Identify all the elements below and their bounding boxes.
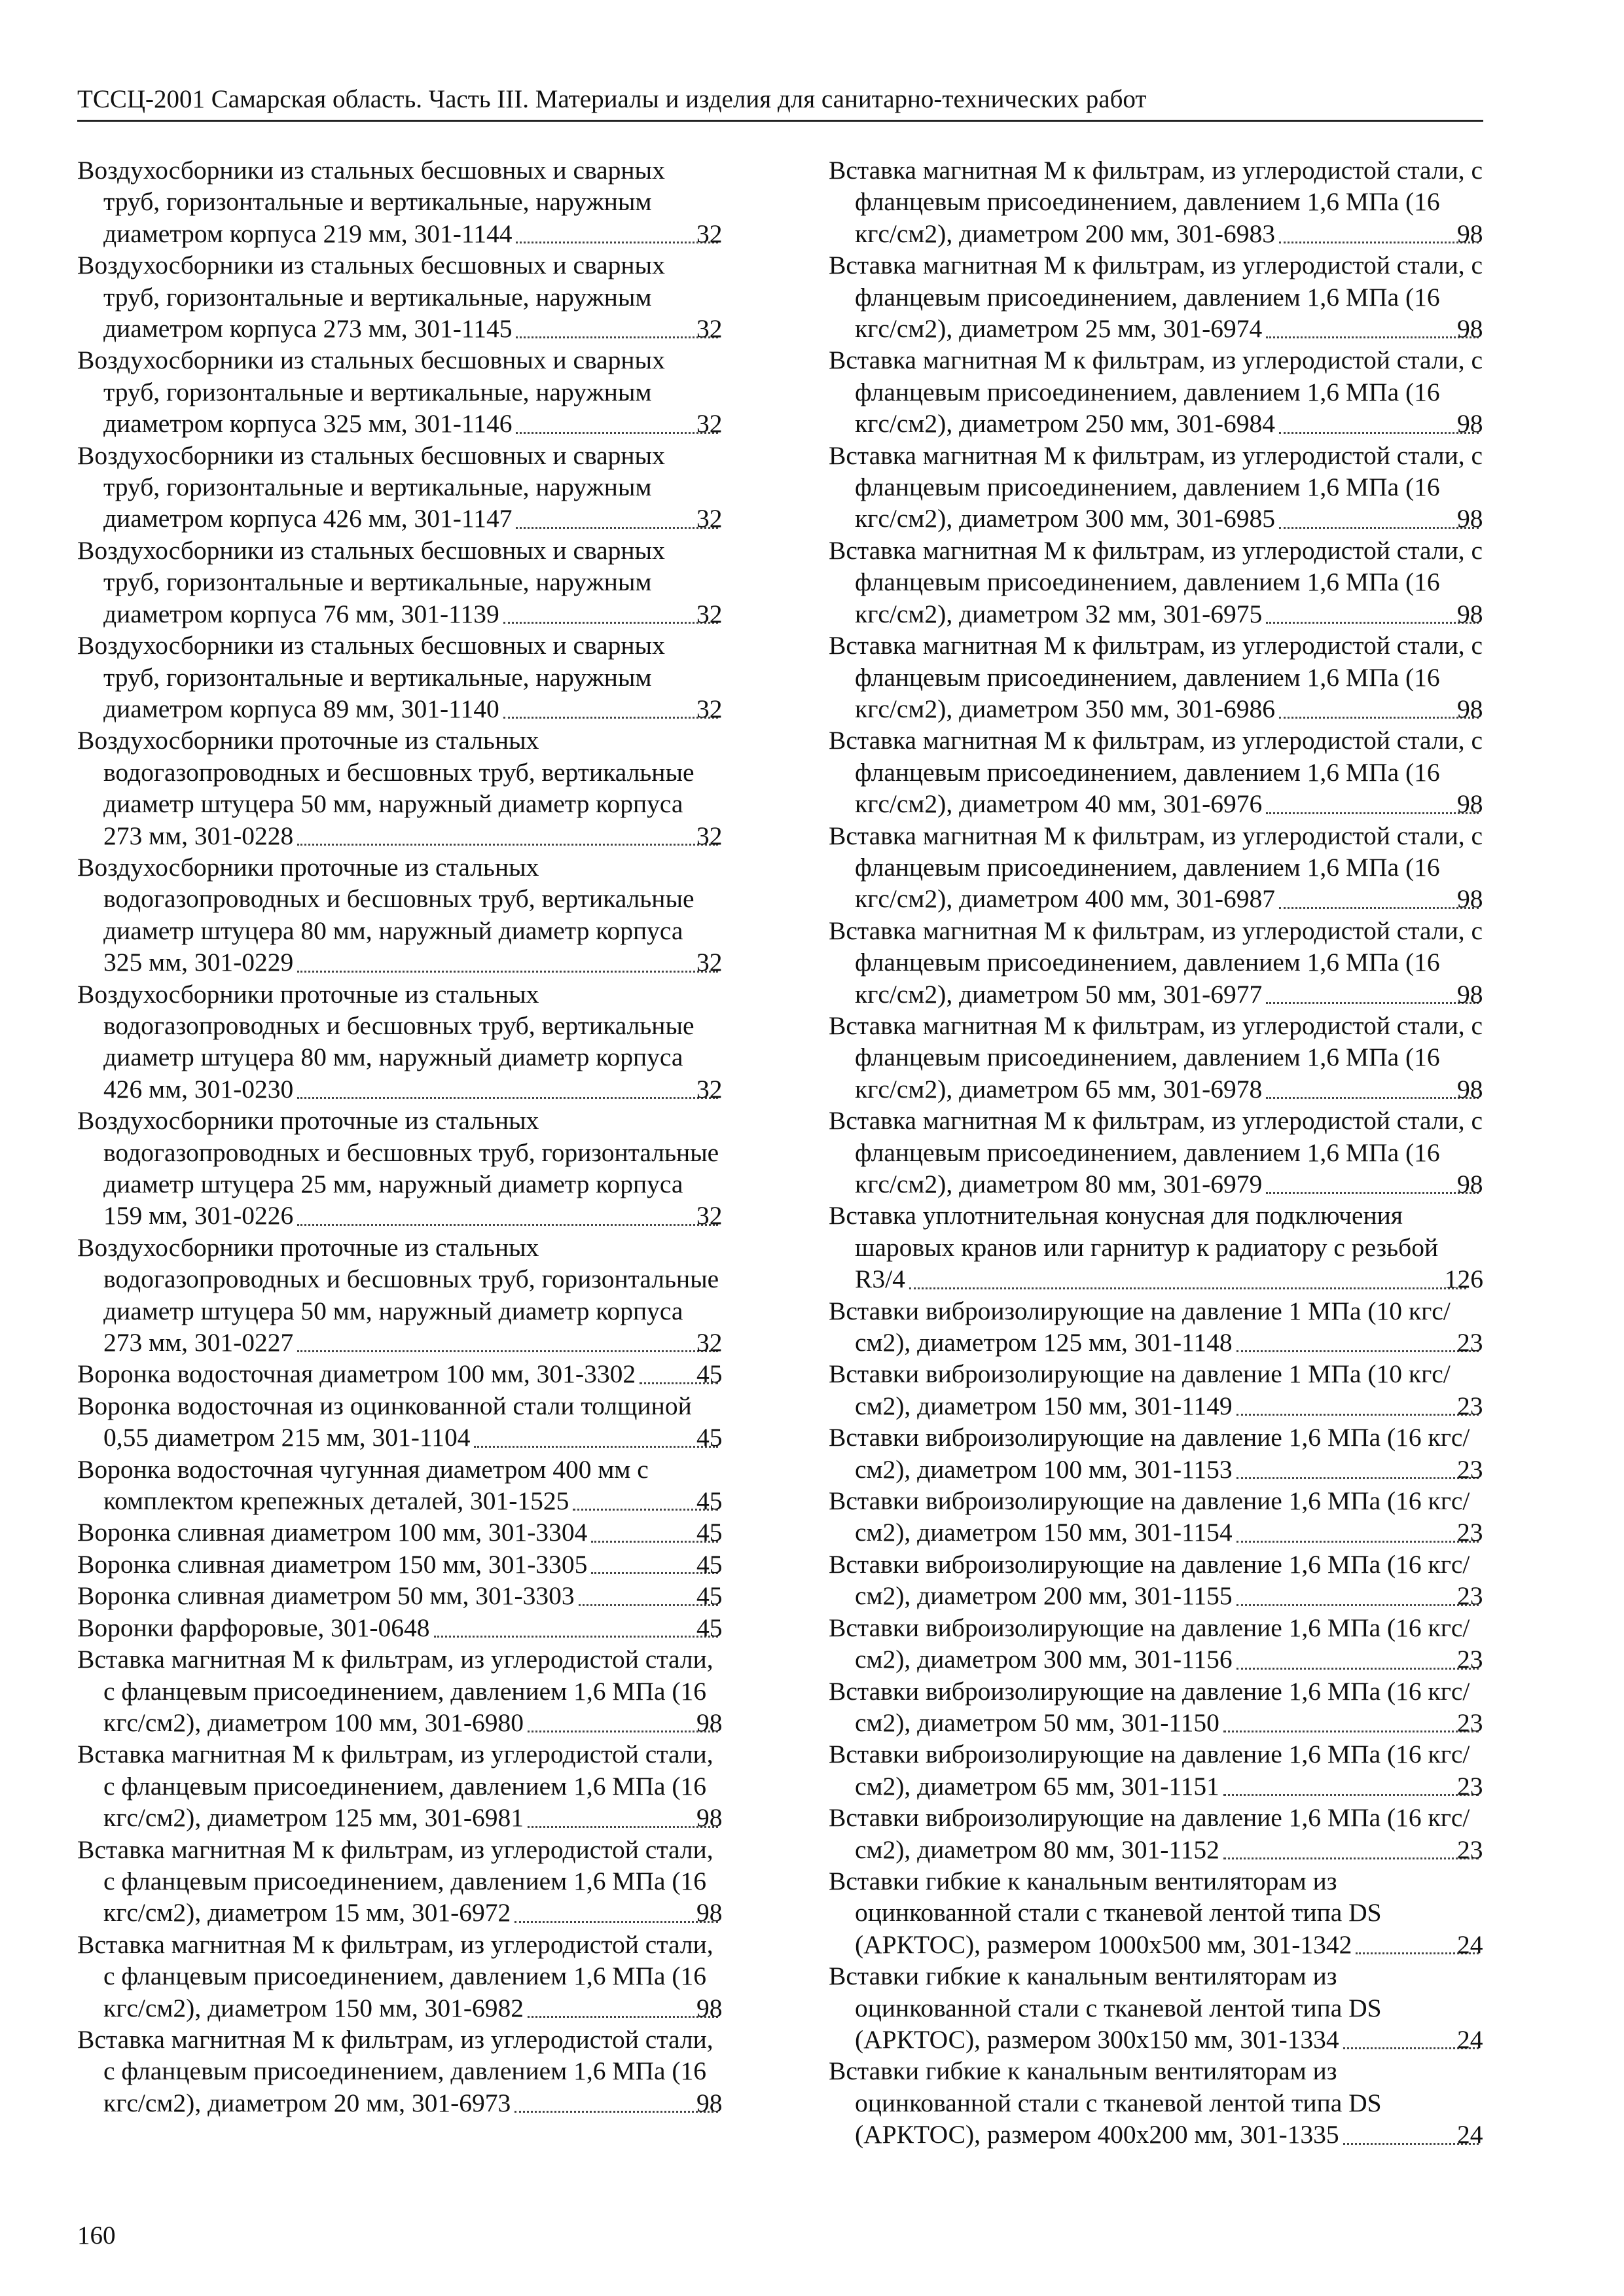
index-entry bbox=[829, 915, 1483, 1010]
dot-leader bbox=[1236, 1596, 1479, 1606]
index-entry bbox=[77, 1929, 723, 2024]
index-entry-page: 23 bbox=[1481, 1516, 1483, 1548]
index-entry-page: 23 bbox=[1481, 1454, 1483, 1485]
index-entry-text: Вставка уплотнительная конусная для подключения шаровых кранов или гарнитур к радиатору с резьбой R3/4 bbox=[829, 1201, 1439, 1294]
index-entry-page: 98 bbox=[721, 1802, 723, 1833]
index-entry-text: Вставки гибкие к канальным вентиляторам из оцинкованной стали с тканевой лентой типа DS (АРКТОС), размером 300х150 мм, 301-1334 bbox=[829, 1962, 1382, 2054]
index-entry bbox=[829, 249, 1483, 344]
dot-leader bbox=[1223, 1786, 1479, 1796]
index-entry-page: 98 bbox=[721, 1897, 723, 1928]
index-entry-page: 32 bbox=[721, 408, 723, 439]
index-entry-text: Вставка магнитная М к фильтрам, из углеродистой стали, с фланцевым присоединением, давлением 1,6 МПа (16 кгс/см2), диаметром 350 мм, 301-6986 bbox=[829, 631, 1483, 723]
index-entry-page: 45 bbox=[721, 1549, 723, 1580]
index-entry-page: 45 bbox=[721, 1422, 723, 1453]
index-entry-page: 23 bbox=[1481, 1707, 1483, 1738]
index-entry-page: 23 bbox=[1481, 1643, 1483, 1675]
index-entry bbox=[829, 1105, 1483, 1200]
index-entry-page: 98 bbox=[721, 1992, 723, 2024]
index-entry-page: 98 bbox=[721, 1707, 723, 1738]
index-entry-text: Воздухосборники проточные из стальных водогазопроводных и бесшовных труб, вертикальные диаметр штуцера 50 мм, наружный диаметр корпуса 273 мм, 301-0228 bbox=[77, 726, 695, 850]
index-entry bbox=[829, 1960, 1483, 2055]
dot-leader bbox=[297, 1216, 718, 1226]
dot-leader bbox=[1279, 424, 1479, 434]
index-entry-text: Воронка водосточная из оцинкованной стали толщиной 0,55 диаметром 215 мм, 301-1104 bbox=[77, 1391, 692, 1452]
dot-leader bbox=[1279, 519, 1479, 529]
index-entry-text: Вставка магнитная М к фильтрам, из углеродистой стали, с фланцевым присоединением, давлением 1,6 МПа (16 кгс/см2), диаметром 32 мм, 301-6975 bbox=[829, 535, 1483, 628]
dot-leader bbox=[1223, 1850, 1479, 1859]
dot-leader bbox=[1279, 709, 1479, 719]
dot-leader bbox=[297, 1089, 718, 1099]
dot-leader bbox=[1266, 994, 1479, 1004]
index-entry-text: Вставки виброизолирующие на давление 1,6 МПа (16 кгс/см2), диаметром 50 мм, 301-1150 bbox=[829, 1676, 1470, 1737]
index-entry bbox=[77, 725, 723, 852]
index-entry-text: Вставки гибкие к канальным вентиляторам из оцинкованной стали с тканевой лентой типа DS (АРКТОС), размером 400х200 мм, 301-1335 bbox=[829, 2056, 1382, 2149]
dot-leader bbox=[434, 1628, 718, 1638]
index-entry-page: 24 bbox=[1481, 2119, 1483, 2150]
dot-leader bbox=[503, 709, 718, 719]
index-entry-text: Вставка магнитная М к фильтрам, из углеродистой стали, с фланцевым присоединением, давлением 1,6 МПа (16 кгс/см2), диаметром 65 мм, 301-6978 bbox=[829, 1011, 1483, 1103]
index-entry-text: Воздухосборники из стальных бесшовных и сварных труб, горизонтальные и вертикальные, наружным диаметром корпуса 76 мм, 301-1139 bbox=[77, 535, 665, 628]
index-entry-text: Воздухосборники проточные из стальных водогазопроводных и бесшовных труб, вертикальные диаметр штуцера 80 мм, наружный диаметр корпуса 426 мм, 301-0230 bbox=[77, 979, 695, 1103]
dot-leader bbox=[1266, 804, 1479, 814]
index-entry-page: 32 bbox=[721, 598, 723, 630]
index-entry bbox=[77, 440, 723, 535]
index-entry-text: Вставки виброизолирующие на давление 1,6 МПа (16 кгс/см2), диаметром 100 мм, 301-1153 bbox=[829, 1423, 1470, 1484]
index-entry bbox=[829, 1358, 1483, 1422]
index-entry-page: 98 bbox=[1481, 598, 1483, 630]
dot-leader bbox=[1266, 1184, 1479, 1194]
index-entry-page: 98 bbox=[721, 2087, 723, 2119]
index-entry bbox=[77, 1358, 723, 1390]
index-entry-page: 23 bbox=[1481, 1770, 1483, 1802]
index-entry-page: 98 bbox=[1481, 693, 1483, 725]
index-entry bbox=[77, 249, 723, 344]
dot-leader bbox=[297, 836, 718, 846]
index-entry-text: Воронка сливная диаметром 50 мм, 301-3303 bbox=[77, 1581, 575, 1611]
index-entry bbox=[77, 1232, 723, 1359]
index-entry-text: Вставка магнитная М к фильтрам, из углеродистой стали, с фланцевым присоединением, давлением 1,6 МПа (16 кгс/см2), диаметром 50 мм, 301-6977 bbox=[829, 916, 1483, 1009]
index-entry-page: 98 bbox=[1481, 218, 1483, 249]
index-entry-text: Вставка магнитная М к фильтрам, из углеродистой стали, с фланцевым присоединением, давлением 1,6 МПа (16 кгс/см2), диаметром 80 мм, 301-6979 bbox=[829, 1106, 1483, 1198]
index-entry-page: 45 bbox=[721, 1612, 723, 1643]
dot-leader bbox=[516, 329, 718, 338]
index-entry bbox=[829, 1676, 1483, 1739]
index-entry-text: Вставки виброизолирующие на давление 1,6 МПа (16 кгс/см2), диаметром 65 мм, 301-1151 bbox=[829, 1740, 1470, 1801]
index-entry-text: Вставки виброизолирующие на давление 1,6 МПа (16 кгс/см2), диаметром 80 мм, 301-1152 bbox=[829, 1803, 1470, 1864]
index-entry-text: Воздухосборники из стальных бесшовных и сварных труб, горизонтальные и вертикальные, наружным диаметром корпуса 89 мм, 301-1140 bbox=[77, 631, 665, 723]
dot-leader bbox=[528, 1818, 718, 1828]
index-entry-page: 23 bbox=[1481, 1580, 1483, 1611]
index-entry-text: Вставка магнитная М к фильтрам, из углеродистой стали, с фланцевым присоединением, давлением 1,6 МПа (16 кгс/см2), диаметром 15 мм, 301-6972 bbox=[77, 1835, 713, 1928]
index-entry bbox=[77, 1454, 723, 1517]
index-entry-text: Воздухосборники проточные из стальных водогазопроводных и бесшовных труб, горизонтальные диаметр штуцера 25 мм, наружный диаметр корпуса 159 мм, 301-0226 bbox=[77, 1106, 719, 1230]
index-entry bbox=[77, 852, 723, 978]
index-entry-page: 32 bbox=[721, 503, 723, 534]
index-entry-text: Воздухосборники из стальных бесшовных и сварных труб, горизонтальные и вертикальные, наружным диаметром корпуса 325 мм, 301-1146 bbox=[77, 346, 665, 439]
index-entry bbox=[829, 1010, 1483, 1105]
index-entry bbox=[77, 1738, 723, 1833]
dot-leader bbox=[514, 1913, 718, 1923]
index-column-left bbox=[77, 154, 723, 2119]
index-entry-text: Вставки виброизолирующие на давление 1 МПа (10 кгс/см2), диаметром 125 мм, 301-1148 bbox=[829, 1296, 1451, 1357]
index-entry bbox=[77, 2024, 723, 2119]
dot-leader bbox=[909, 1280, 1466, 1289]
index-entry-text: Воронка водосточная диаметром 100 мм, 301-3302 bbox=[77, 1359, 636, 1389]
index-entry-page: 23 bbox=[1481, 1390, 1483, 1422]
index-entry bbox=[829, 1865, 1483, 1960]
index-entry-page: 32 bbox=[721, 946, 723, 978]
index-entry-page: 23 bbox=[1481, 1834, 1483, 1865]
dot-leader bbox=[1236, 1469, 1479, 1479]
index-entry bbox=[829, 1422, 1483, 1485]
index-entry bbox=[829, 1738, 1483, 1802]
running-header: ТССЦ-2001 Самарская область. Часть III. Материалы и изделия для санитарно-технических работ bbox=[77, 85, 1147, 113]
index-entry-text: Воздухосборники из стальных бесшовных и сварных труб, горизонтальные и вертикальные, наружным диаметром корпуса 273 мм, 301-1145 bbox=[77, 251, 665, 344]
dot-leader bbox=[1236, 1342, 1479, 1352]
dot-leader bbox=[1236, 1660, 1479, 1670]
index-entry bbox=[829, 1802, 1483, 1865]
dot-leader bbox=[1236, 1533, 1479, 1543]
index-entry bbox=[77, 630, 723, 725]
page-number: 160 bbox=[77, 2221, 116, 2250]
index-entry-text: Воздухосборники проточные из стальных водогазопроводных и бесшовных труб, горизонтальные диаметр штуцера 50 мм, наружный диаметр корпуса 273 мм, 301-0227 bbox=[77, 1232, 719, 1357]
index-entry-page: 24 bbox=[1481, 1929, 1483, 1960]
index-entry-page: 98 bbox=[1481, 1073, 1483, 1105]
index-entry-page: 45 bbox=[721, 1580, 723, 1611]
index-entry-text: Воронка сливная диаметром 100 мм, 301-3304 bbox=[77, 1518, 588, 1547]
index-entry-page: 98 bbox=[1481, 408, 1483, 439]
index-entry bbox=[829, 630, 1483, 725]
index-entry bbox=[77, 1580, 723, 1611]
index-entry-text: Воздухосборники проточные из стальных водогазопроводных и бесшовных труб, вертикальные диаметр штуцера 80 мм, наружный диаметр корпуса 325 мм, 301-0229 bbox=[77, 852, 695, 977]
index-entry bbox=[829, 820, 1483, 915]
index-entry bbox=[829, 2055, 1483, 2150]
index-entry-page: 98 bbox=[1481, 503, 1483, 534]
index-entry bbox=[829, 1549, 1483, 1612]
index-entry bbox=[77, 1612, 723, 1643]
index-entry-text: Вставка магнитная М к фильтрам, из углеродистой стали, с фланцевым присоединением, давлением 1,6 МПа (16 кгс/см2), диаметром 400 мм, 301-6987 bbox=[829, 821, 1483, 914]
dot-leader bbox=[297, 963, 718, 973]
dot-leader bbox=[1236, 1406, 1479, 1416]
index-entry-text: Вставка магнитная М к фильтрам, из углеродистой стали, с фланцевым присоединением, давлением 1,6 МПа (16 кгс/см2), диаметром 40 мм, 301-6976 bbox=[829, 726, 1483, 819]
index-entry-text: Воронка сливная диаметром 150 мм, 301-3305 bbox=[77, 1549, 588, 1579]
index-entry-page: 32 bbox=[721, 1073, 723, 1105]
index-entry-text: Воздухосборники из стальных бесшовных и сварных труб, горизонтальные и вертикальные, наружным диаметром корпуса 426 мм, 301-1147 bbox=[77, 440, 665, 533]
index-entry-page: 32 bbox=[721, 1200, 723, 1231]
index-entry bbox=[829, 1612, 1483, 1676]
index-entry-page: 32 bbox=[721, 313, 723, 344]
index-entry-text: Воздухосборники из стальных бесшовных и сварных труб, горизонтальные и вертикальные, наружным диаметром корпуса 219 мм, 301-1144 bbox=[77, 156, 665, 248]
index-entry-page: 98 bbox=[1481, 313, 1483, 344]
index-entry-text: Вставка магнитная М к фильтрам, из углеродистой стали, с фланцевым присоединением, давлением 1,6 МПа (16 кгс/см2), диаметром 100 мм, 301-6980 bbox=[77, 1645, 713, 1737]
dot-leader bbox=[528, 2008, 718, 2018]
index-entry-page: 32 bbox=[721, 820, 723, 852]
index-entry-page: 98 bbox=[1481, 978, 1483, 1010]
index-entry bbox=[829, 1200, 1483, 1295]
header-rule bbox=[77, 120, 1483, 122]
index-entry-text: Воронки фарфоровые, 301-0648 bbox=[77, 1613, 430, 1642]
index-entry-text: Вставка магнитная М к фильтрам, из углеродистой стали, с фланцевым присоединением, давлением 1,6 МПа (16 кгс/см2), диаметром 150 мм, 301-6982 bbox=[77, 1929, 713, 2022]
index-entry-page: 98 bbox=[1481, 883, 1483, 914]
dot-leader bbox=[516, 519, 718, 529]
index-entry-page: 23 bbox=[1481, 1327, 1483, 1358]
index-entry bbox=[829, 344, 1483, 439]
index-entry-text: Вставка магнитная М к фильтрам, из углеродистой стали, с фланцевым присоединением, давлением 1,6 МПа (16 кгс/см2), диаметром 200 мм, 301-6983 bbox=[829, 156, 1483, 248]
index-entry bbox=[829, 154, 1483, 249]
dot-leader bbox=[516, 424, 718, 434]
index-entry bbox=[77, 1643, 723, 1738]
dot-leader bbox=[1223, 1723, 1479, 1732]
index-entry-page: 126 bbox=[1469, 1263, 1483, 1295]
index-entry bbox=[77, 1105, 723, 1232]
index-entry bbox=[77, 535, 723, 630]
index-entry-page: 45 bbox=[721, 1516, 723, 1548]
index-entry-text: Вставка магнитная М к фильтрам, из углеродистой стали, с фланцевым присоединением, давлением 1,6 МПа (16 кгс/см2), диаметром 20 мм, 301-6973 bbox=[77, 2024, 713, 2117]
index-entry-text: Вставка магнитная М к фильтрам, из углеродистой стали, с фланцевым присоединением, давлением 1,6 МПа (16 кгс/см2), диаметром 125 мм, 301-6981 bbox=[77, 1740, 713, 1833]
index-entry-text: Вставки виброизолирующие на давление 1,6 МПа (16 кгс/см2), диаметром 200 мм, 301-1155 bbox=[829, 1549, 1470, 1611]
index-entry-text: Вставки гибкие к канальным вентиляторам из оцинкованной стали с тканевой лентой типа DS (АРКТОС), размером 1000х500 мм, 301-1342 bbox=[829, 1866, 1382, 1959]
index-entry-page: 32 bbox=[721, 693, 723, 725]
index-entry bbox=[77, 978, 723, 1105]
index-entry bbox=[77, 344, 723, 439]
index-entry bbox=[829, 535, 1483, 630]
index-entry-text: Вставки виброизолирующие на давление 1,6 МПа (16 кгс/см2), диаметром 150 мм, 301-1154 bbox=[829, 1486, 1470, 1547]
index-entry bbox=[829, 1485, 1483, 1549]
dot-leader bbox=[1279, 899, 1479, 909]
dot-leader bbox=[516, 234, 718, 243]
dot-leader bbox=[297, 1342, 718, 1352]
index-entry-text: Вставки виброизолирующие на давление 1,6 МПа (16 кгс/см2), диаметром 300 мм, 301-1156 bbox=[829, 1613, 1470, 1674]
index-entry bbox=[829, 725, 1483, 819]
index-entry-page: 98 bbox=[1481, 788, 1483, 819]
index-entry-page: 45 bbox=[721, 1358, 723, 1390]
index-entry-text: Вставка магнитная М к фильтрам, из углеродистой стали, с фланцевым присоединением, давлением 1,6 МПа (16 кгс/см2), диаметром 250 мм, 301-6984 bbox=[829, 346, 1483, 439]
index-entry-text: Воронка водосточная чугунная диаметром 400 мм с комплектом крепежных деталей, 301-1525 bbox=[77, 1454, 649, 1516]
dot-leader bbox=[1266, 1089, 1479, 1099]
index-entry bbox=[77, 154, 723, 249]
index-entry-text: Вставки виброизолирующие на давление 1 МПа (10 кгс/см2), диаметром 150 мм, 301-1149 bbox=[829, 1359, 1451, 1420]
index-entry-page: 32 bbox=[721, 218, 723, 249]
index-entry bbox=[829, 1295, 1483, 1359]
index-entry-text: Вставка магнитная М к фильтрам, из углеродистой стали, с фланцевым присоединением, давлением 1,6 МПа (16 кгс/см2), диаметром 300 мм, 301-6985 bbox=[829, 440, 1483, 533]
index-entry-text: Вставка магнитная М к фильтрам, из углеродистой стали, с фланцевым присоединением, давлением 1,6 МПа (16 кгс/см2), диаметром 25 мм, 301-6974 bbox=[829, 251, 1483, 344]
index-entry-page: 45 bbox=[721, 1485, 723, 1516]
index-entry bbox=[77, 1516, 723, 1548]
index-entry bbox=[829, 440, 1483, 535]
dot-leader bbox=[1266, 329, 1479, 338]
index-entry bbox=[77, 1390, 723, 1454]
index-entry bbox=[77, 1834, 723, 1929]
dot-leader bbox=[514, 2103, 718, 2113]
dot-leader bbox=[1279, 234, 1479, 243]
index-entry bbox=[77, 1549, 723, 1580]
index-entry-page: 24 bbox=[1481, 2024, 1483, 2055]
dot-leader bbox=[474, 1438, 718, 1448]
index-entry-page: 32 bbox=[721, 1327, 723, 1358]
dot-leader bbox=[1266, 614, 1479, 624]
index-column-right bbox=[829, 154, 1483, 2151]
dot-leader bbox=[528, 1723, 718, 1732]
dot-leader bbox=[503, 614, 718, 624]
index-entry-page: 98 bbox=[1481, 1168, 1483, 1200]
